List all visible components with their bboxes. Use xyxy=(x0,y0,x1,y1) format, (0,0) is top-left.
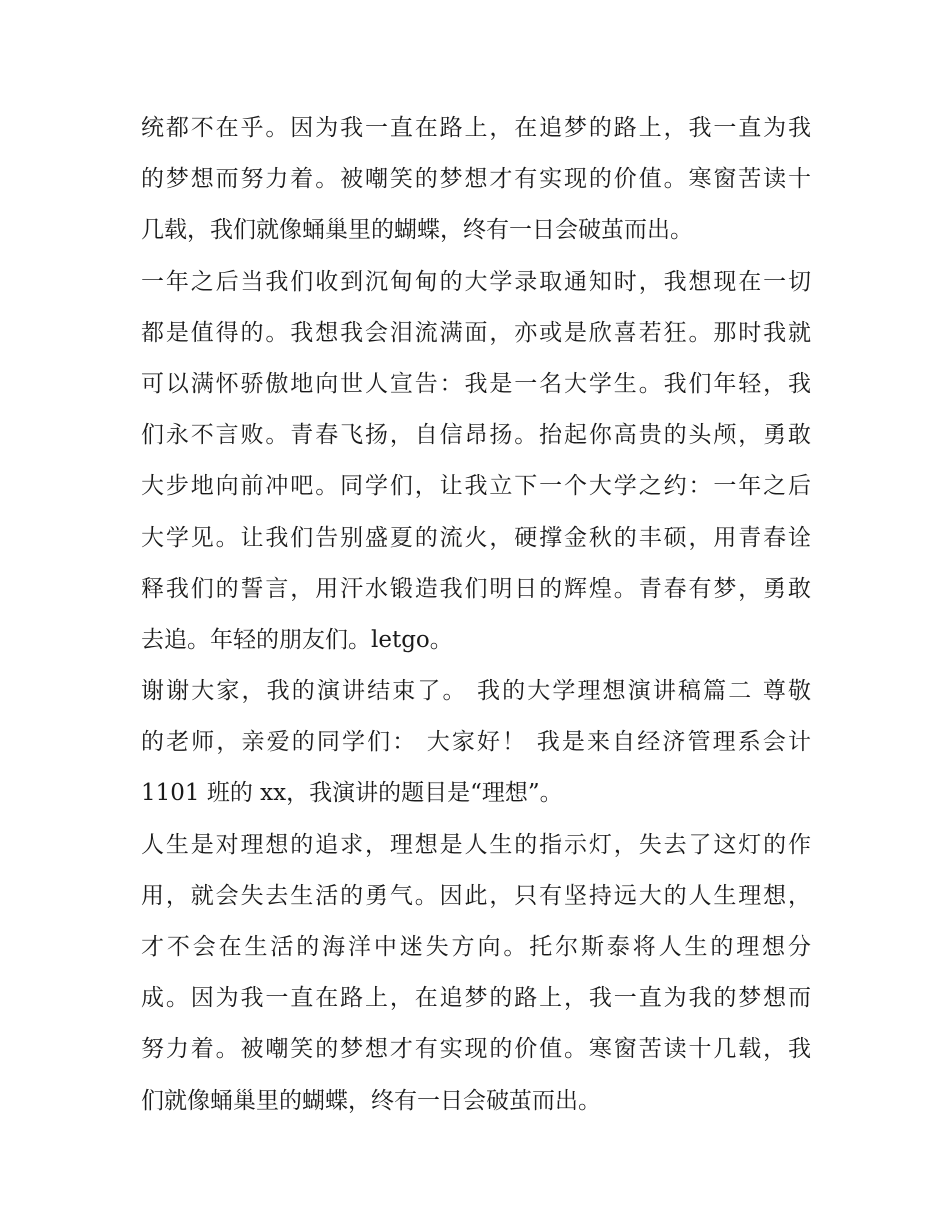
text-line: 人生是对理想的追求，理想是人生的指示灯，失去了这灯的作 xyxy=(141,831,811,858)
text-line: 成。因为我一直在路上，在追梦的路上，我一直为我的梦想而 xyxy=(141,985,811,1012)
text-line: 谢谢大家，我的演讲结束了。 我的大学理想演讲稿篇二 尊敬 xyxy=(141,678,811,705)
text-line: 一年之后当我们收到沉甸甸的大学录取通知时，我想现在一切 xyxy=(141,268,811,295)
text-line: 统都不在乎。因为我一直在路上，在追梦的路上，我一直为我 xyxy=(141,115,811,141)
text-line: 们永不言败。青春飞扬，自信昂扬。抬起你高贵的头颅，勇敢 xyxy=(141,422,811,449)
text-line: 都是值得的。我想我会泪流满面，亦或是欣喜若狂。那时我就 xyxy=(141,319,811,346)
text-line: 的老师，亲爱的同学们： 大家好！ 我是来自经济管理系会计 xyxy=(141,729,811,756)
paragraph-2 xyxy=(141,257,811,667)
text-line: 可以满怀骄傲地向世人宣告：我是一名大学生。我们年轻，我 xyxy=(141,370,811,397)
text-line: 才不会在生活的海洋中迷失方向。托尔斯泰将人生的理想分 xyxy=(141,934,811,960)
text-line: 释我们的誓言，用汗水锻造我们明日的辉煌。青春有梦，勇敢 xyxy=(141,575,811,602)
paragraph-4 xyxy=(141,820,811,1127)
text-line: 用，就会失去生活的勇气。因此，只有坚持远大的人生理想， xyxy=(141,882,811,909)
text-line: 们就像蛹巢里的蝴蝶，终有一日会破茧而出。 xyxy=(141,1087,601,1114)
text-line: 努力着。被嘲笑的梦想才有实现的价值。寒窗苦读十几载，我 xyxy=(141,1036,811,1063)
paragraph-1 xyxy=(141,103,811,257)
text-line: 几载，我们就像蛹巢里的蝴蝶，终有一日会破茧而出。 xyxy=(141,217,693,244)
text-line: 的梦想而努力着。被嘲笑的梦想才有实现的价值。寒窗苦读十 xyxy=(141,166,811,193)
document-body xyxy=(141,103,811,1127)
text-line: 大学见。让我们告别盛夏的流火，硬撑金秋的丰硕，用青春诠 xyxy=(141,524,811,551)
text-line: 去追。年轻的朋友们。letgo。 xyxy=(141,626,453,653)
paragraph-3 xyxy=(141,666,811,820)
text-line: 1101 班的 xx，我演讲的题目是“理想”。 xyxy=(141,780,563,807)
text-line: 大步地向前冲吧。同学们，让我立下一个大学之约：一年之后 xyxy=(141,473,811,500)
